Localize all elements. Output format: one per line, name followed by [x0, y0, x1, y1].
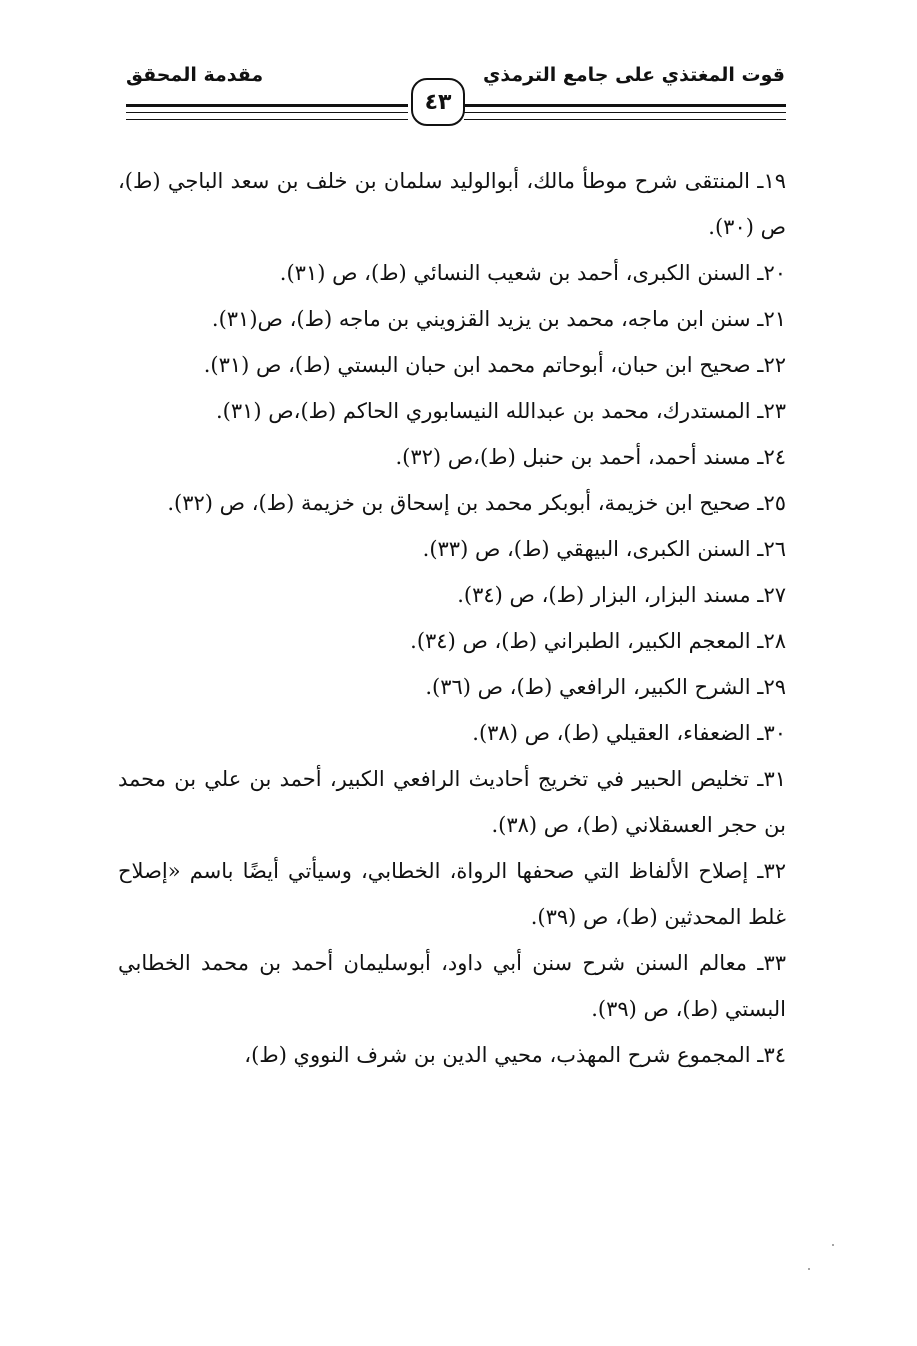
- list-item: ٢٩ـ الشرح الكبير، الرافعي (ط)، ص (٣٦).: [425, 675, 786, 699]
- header-rule-right-thin: [464, 112, 786, 113]
- header-rule-left-thin: [126, 112, 408, 113]
- bibliography-list: [118, 158, 786, 1078]
- header-rule-left-thick: [126, 104, 408, 107]
- list-item: ٢٤ـ مسند أحمد، أحمد بن حنبل (ط)،ص (٣٢).: [395, 445, 786, 469]
- book-title: قوت المغتذي على جامع الترمذي: [482, 64, 785, 86]
- list-item: ٢٦ـ السنن الكبرى، البيهقي (ط)، ص (٣٣).: [422, 537, 786, 561]
- section-title: مقدمة المحقق: [126, 64, 264, 86]
- header-rule-right-thick: [464, 104, 786, 107]
- list-item: ٣١ـ تخليص الحبير في تخريج أحاديث الرافعي الكبير، أحمد بن علي بن محمد بن حجر العسقلاني (ط)، ص (٣٨).: [118, 767, 786, 837]
- list-item: ٢٨ـ المعجم الكبير، الطبراني (ط)، ص (٣٤).: [410, 629, 786, 653]
- list-item: ٢٥ـ صحيح ابن خزيمة، أبوبكر محمد بن إسحاق بن خزيمة (ط)، ص (٣٢).: [167, 491, 786, 515]
- list-item: ٢٣ـ المستدرك، محمد بن عبدالله النيسابوري الحاكم (ط)،ص (٣١).: [215, 399, 786, 423]
- list-item: ١٩ـ المنتقى شرح موطأ مالك، أبوالوليد سلمان بن خلف بن سعد الباجي (ط)، ص (٣٠).: [118, 169, 786, 239]
- list-item: ٢٢ـ صحيح ابن حبان، أبوحاتم محمد ابن حبان البستي (ط)، ص (٣١).: [203, 353, 786, 377]
- page-header: [0, 0, 917, 160]
- header-rule-right-thin-2: [464, 119, 786, 120]
- list-item: ٣٤ـ المجموع شرح المهذب، محيي الدين بن شرف النووي (ط)،: [244, 1043, 786, 1067]
- scan-speck: [808, 1268, 810, 1270]
- list-item: ٣٢ـ إصلاح الألفاظ التي صحفها الرواة، الخطابي، وسيأتي أيضًا باسم «إصلاح غلط المحدثين (ط)، ص (٣٩).: [118, 859, 786, 929]
- list-item: ٣٣ـ معالم السنن شرح سنن أبي داود، أبوسليمان أحمد بن محمد الخطابي البستي (ط)، ص (٣٩).: [118, 951, 786, 1021]
- list-item: ٢٧ـ مسند البزار، البزار (ط)، ص (٣٤).: [457, 583, 786, 607]
- list-item: ٣٠ـ الضعفاء، العقيلي (ط)، ص (٣٨).: [472, 721, 786, 745]
- scan-speck: [832, 1244, 834, 1246]
- list-item: ٢١ـ سنن ابن ماجه، محمد بن يزيد القزويني بن ماجه (ط)، ص(٣١).: [211, 307, 786, 331]
- list-item: ٢٠ـ السنن الكبرى، أحمد بن شعيب النسائي (ط)، ص (٣١).: [279, 261, 786, 285]
- page-number: ٤٣: [411, 78, 465, 126]
- header-rule-left-thin-2: [126, 119, 408, 120]
